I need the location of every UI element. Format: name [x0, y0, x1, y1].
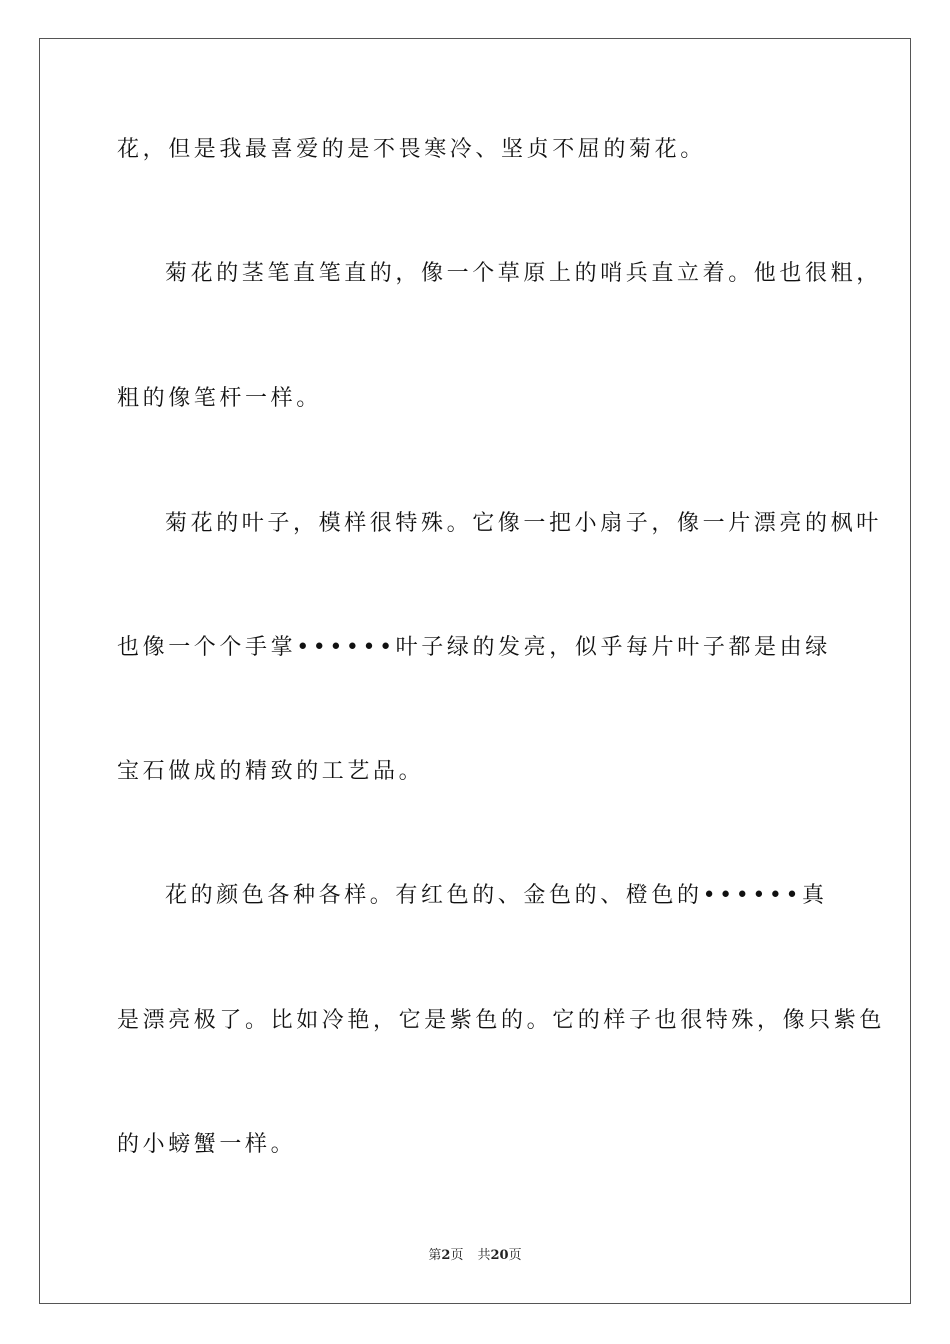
text-line-9: 的小螃蟹一样。 [117, 1132, 297, 1157]
total-suffix: 页 [508, 1248, 522, 1263]
text-line-7: 花的颜色各种各样。有红色的、金色的、橙色的••••••真 [165, 883, 828, 908]
text-line-4: 菊花的叶子，模样很特殊。它像一把小扇子，像一片漂亮的枫叶 [165, 511, 882, 536]
text-line-6: 宝石做成的精致的工艺品。 [117, 759, 425, 784]
text-line-3: 粗的像笔杆一样。 [117, 386, 322, 411]
total-pages: 20 [490, 1248, 509, 1263]
text-line-2: 菊花的茎笔直笔直的，像一个草原上的哨兵直立着。他也很粗， [165, 261, 882, 286]
page-prefix: 第 [428, 1248, 442, 1263]
total-prefix: 共 [477, 1248, 491, 1263]
page-number: 2 [441, 1248, 451, 1263]
page-suffix: 页 [450, 1248, 464, 1263]
text-line-8: 是漂亮极了。比如冷艳，它是紫色的。它的样子也很特殊，像只紫色 [117, 1008, 886, 1033]
text-line-5: 也像一个个手掌••••••叶子绿的发亮，似乎每片叶子都是由绿 [117, 635, 831, 660]
page-footer [0, 1247, 950, 1265]
page-border [39, 38, 911, 1304]
text-line-1: 花，但是我最喜爱的是不畏寒冷、坚贞不屈的菊花。 [117, 137, 706, 162]
